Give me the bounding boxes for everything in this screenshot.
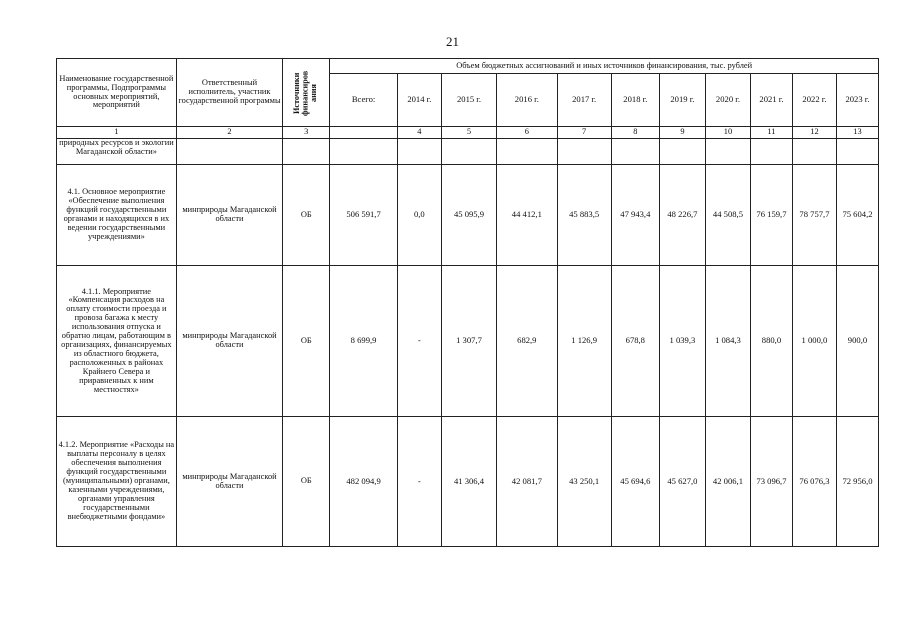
row-value: 48 226,7 [659,165,705,266]
row-value: 0,0 [397,165,441,266]
row-value: 45 627,0 [659,417,705,547]
column-number: 10 [705,127,750,139]
header-year: 2016 г. [497,74,557,127]
row-value: 42 081,7 [497,417,557,547]
row-value: 41 306,4 [441,417,496,547]
row-value: 73 096,7 [750,417,792,547]
row-value [836,139,878,165]
column-number: 2 [176,127,282,139]
row-value: 45 095,9 [441,165,496,266]
table-row [57,417,879,547]
row-value: 900,0 [836,266,878,417]
column-number: 12 [792,127,836,139]
row-value: 78 757,7 [792,165,836,266]
row-value [705,139,750,165]
header-source-label: Источники финансиров ания [292,69,319,116]
header-year: 2019 г. [659,74,705,127]
header-executor: Ответственный исполнитель, участник государственной программы [176,59,282,127]
row-value: 682,9 [497,266,557,417]
row-source: ОБ [283,266,330,417]
column-number: 7 [557,127,611,139]
header-year: 2015 г. [441,74,496,127]
header-row-main [57,59,879,74]
row-value: 880,0 [750,266,792,417]
row-value: 678,8 [611,266,659,417]
row-value: - [397,417,441,547]
row-name: 4.1.1. Мероприятие «Компенсация расходов на оплату стоимости проезда и провоза багажа к месту использования отпуска и обратно лицам, работающим в организациях, финансируемых из областного бюджета, расположенных в районах Крайнего Севера и приравненных к ним местностях» [57,266,177,417]
row-value [441,139,496,165]
row-value: 45 883,5 [557,165,611,266]
row-value: 1 039,3 [659,266,705,417]
row-executor: минприроды Магаданской области [176,417,282,547]
column-number [330,127,398,139]
row-name: 4.1.2. Мероприятие «Расходы на выплаты персоналу в целях обеспечения выполнения функций государственными (муниципальными) органами, казенными учреждениями, органами управления государственными внебюджетными фондами» [57,417,177,547]
table-row [57,165,879,266]
column-number: 13 [836,127,878,139]
row-value [792,139,836,165]
row-value: 1 307,7 [441,266,496,417]
column-number: 8 [611,127,659,139]
column-number: 5 [441,127,496,139]
row-value: 76 076,3 [792,417,836,547]
row-value: 44 412,1 [497,165,557,266]
row-total: 8 699,9 [330,266,398,417]
row-value: - [397,266,441,417]
header-year: 2017 г. [557,74,611,127]
column-number: 11 [750,127,792,139]
row-source [283,139,330,165]
row-value: 1 000,0 [792,266,836,417]
row-total [330,139,398,165]
row-value: 47 943,4 [611,165,659,266]
header-year: 2021 г. [750,74,792,127]
budget-table [56,58,879,547]
row-value: 72 956,0 [836,417,878,547]
header-source [283,59,330,127]
table-row [57,266,879,417]
row-value [659,139,705,165]
row-value: 1 084,3 [705,266,750,417]
row-value [497,139,557,165]
column-number: 9 [659,127,705,139]
row-value: 45 694,6 [611,417,659,547]
row-source: ОБ [283,417,330,547]
row-name: 4.1. Основное мероприятие «Обеспечение выполнения функций государственными органами и находящихся в их ведении государственными учреждениями» [57,165,177,266]
header-year: 2020 г. [705,74,750,127]
row-total: 482 094,9 [330,417,398,547]
header-funding-group: Объем бюджетных ассигнований и иных источников финансирования, тыс. рублей [330,59,879,74]
row-value: 1 126,9 [557,266,611,417]
column-number: 4 [397,127,441,139]
column-number: 1 [57,127,177,139]
column-number: 6 [497,127,557,139]
header-year: 2022 г. [792,74,836,127]
header-total: Всего: [330,74,398,127]
header-year: 2018 г. [611,74,659,127]
row-value [397,139,441,165]
row-value [750,139,792,165]
column-number-row [57,127,879,139]
page-number: 21 [446,34,459,49]
table-row [57,139,879,165]
header-year: 2023 г. [836,74,878,127]
header-year: 2014 г. [397,74,441,127]
row-value [611,139,659,165]
header-name: Наименование государственной программы, Подпрограммы основных мероприятий, мероприятий [57,59,177,127]
row-name: природных ресурсов и экологии Магаданской области» [57,139,177,165]
row-value: 44 508,5 [705,165,750,266]
row-executor [176,139,282,165]
row-value [557,139,611,165]
row-source: ОБ [283,165,330,266]
row-value: 75 604,2 [836,165,878,266]
row-executor: минприроды Магаданской области [176,165,282,266]
row-total: 506 591,7 [330,165,398,266]
row-value: 42 006,1 [705,417,750,547]
row-executor: минприроды Магаданской области [176,266,282,417]
column-number: 3 [283,127,330,139]
row-value: 76 159,7 [750,165,792,266]
row-value: 43 250,1 [557,417,611,547]
